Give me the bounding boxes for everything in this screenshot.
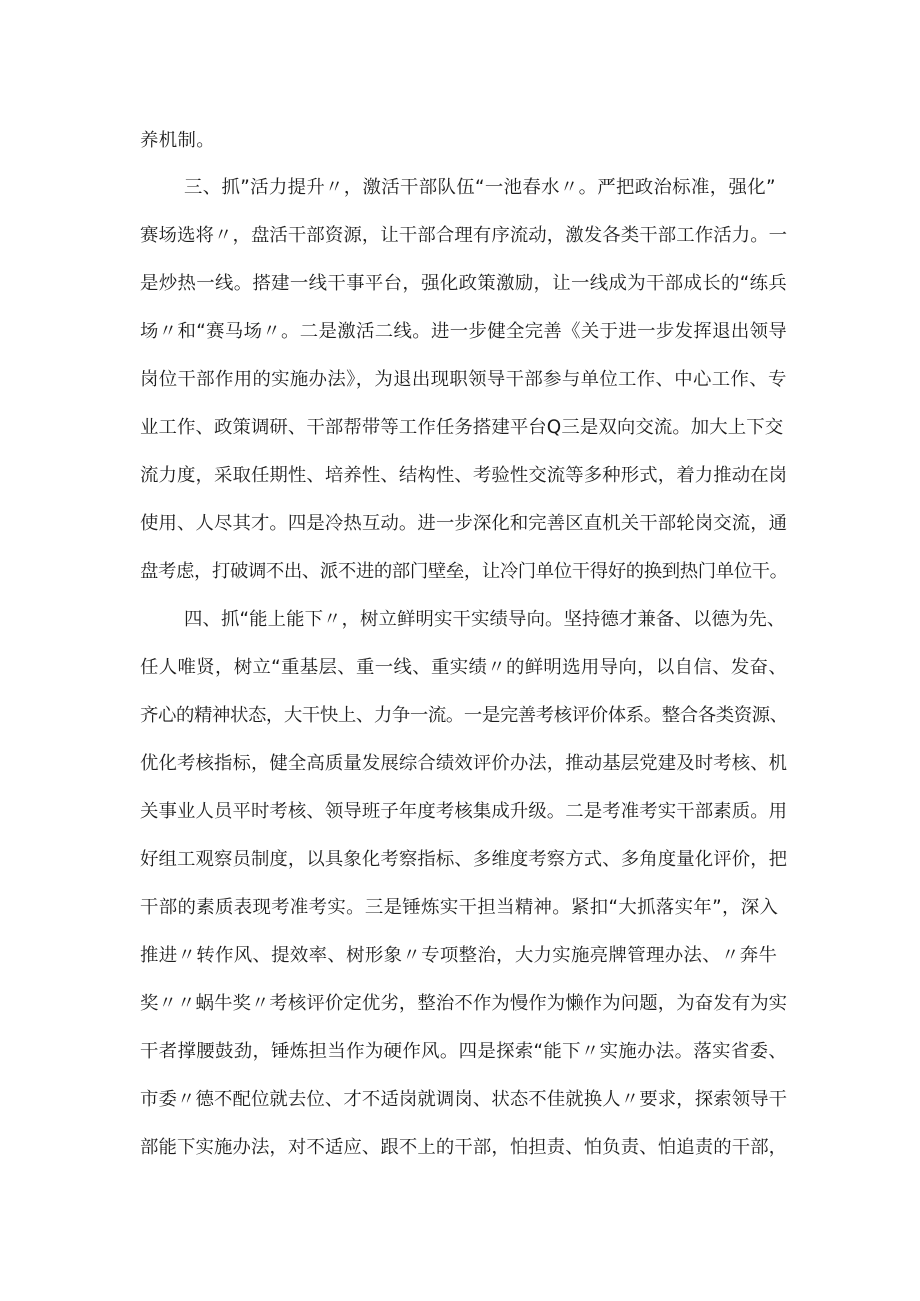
paragraph-heading-three: 三、抓”活力提升〃，激活干部队伍“一池春水〃。严把政治标准，强化”: [184, 177, 776, 198]
text-line: 岗位干部作用的实施办法》，为退出现职领导干部参与单位工作、中心工作、专: [140, 369, 787, 390]
text-line: 市委〃德不配位就去位、才不适岗就调岗、状态不佳就换人〃要求，探索领导干: [140, 1089, 788, 1110]
text-line: 奖〃〃蜗牛奖〃考核评价定优劣，整治不作为慢作为懒作为问题，为奋发有为实: [140, 993, 788, 1014]
text-line: 场〃和“赛马场〃。二是激活二线。进一步健全完善《关于进一步发挥退出领导: [140, 321, 788, 342]
text-line: 是炒热一线。搭建一线干事平台，强化政策激励，让一线成为干部成长的“练兵: [140, 273, 788, 294]
text-line: 使用、人尽其才。四是冷热互动。进一步深化和完善区直机关干部轮岗交流，通: [140, 513, 788, 534]
paragraph-heading-four: 四、抓“能上能下〃，树立鲜明实干实绩导向。坚持德才兼备、以德为先、: [184, 609, 786, 630]
text-line: 赛场选将〃，盘活干部资源，让干部合理有序流动，激发各类干部工作活力。一: [140, 225, 788, 246]
text-line: 干部的素质表现考准考实。三是锤炼实干担当精神。紧扣“大抓落实年”，深入: [140, 897, 779, 918]
text-line: 部能下实施办法，对不适应、跟不上的干部，怕担责、怕负责、怕追责的干部，: [140, 1137, 788, 1158]
text-line: 流力度，采取任期性、培养性、结构性、考验性交流等多种形式，着力推动在岗: [140, 465, 788, 486]
text-line: 关事业人员平时考核、领导班子年度考核集成升级。二是考准考实干部素质。用: [140, 801, 788, 822]
text-line: 推进〃转作风、提效率、树形象〃专项整治，大力实施亮牌管理办法、〃奔牛: [140, 945, 778, 966]
text-line: 齐心的精神状态，大干快上、力争一流。一是完善考核评价体系。整合各类资源、: [140, 705, 788, 726]
text-line: 优化考核指标，健全高质量发展综合绩效评价办法，推动基层党建及时考核、机: [140, 753, 788, 774]
text-line: 干者撑腰鼓劲，锤炼担当作为硬作风。四是探索“能下〃实施办法。落实省委、: [140, 1041, 788, 1062]
text-line: 养机制。: [140, 130, 215, 151]
text-line: 任人唯贤，树立“重基层、重一线、重实绩〃的鲜明选用导向，以自信、发奋、: [140, 657, 788, 678]
text-line: 好组工观察员制度，以具象化考察指标、多维度考察方式、多角度量化评价，把: [140, 849, 788, 870]
text-line: 业工作、政策调研、干部帮带等工作任务搭建平台Q三是双向交流。加大上下交: [140, 417, 784, 438]
text-line: 盘考虑，打破调不出、派不进的部门壁垒，让冷门单位干得好的换到热门单位干。: [140, 561, 788, 582]
